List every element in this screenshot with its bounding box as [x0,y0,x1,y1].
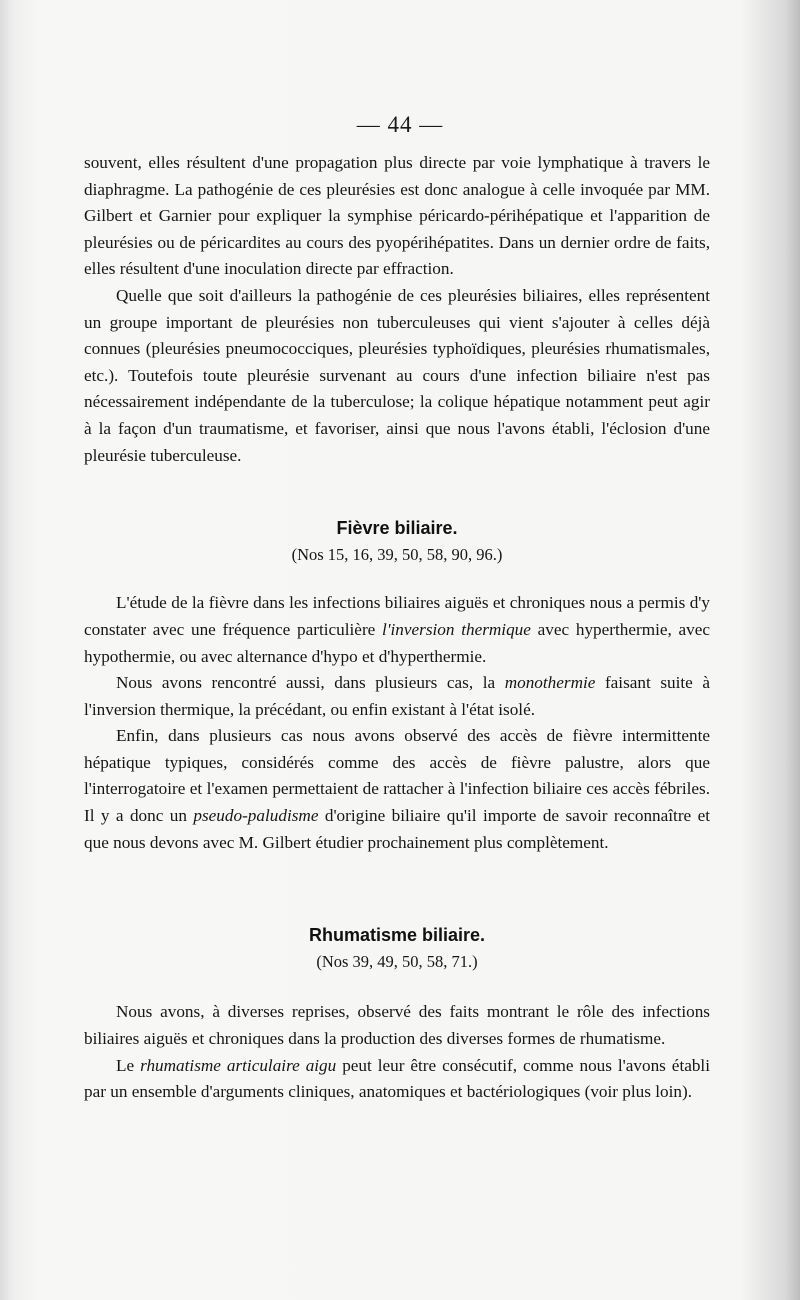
text-span: d'origine biliaire qu'il importe de savoir reconnaître et que nous devons avec M. Gilbert étudier prochainement plus complètement. [84,806,710,852]
text-span: Nous avons rencontré aussi, dans plusieurs cas, la [116,673,505,693]
section-refs-fievre: (Nos 15, 16, 39, 50, 58, 90, 96.) [291,544,503,564]
section-heading-fievre: Fièvre biliaire. [336,518,458,539]
text-span: Le [116,1055,141,1075]
paragraph-continued: souvent, elles résultent d'une propagation plus directe par voie lymphatique à travers le diaphragme. La pathogénie de ces pleurésies est donc analogue à celle invoquée par MM. Gilbert et Garnier pour expliquer la symphise péricardo-périhépatique et l'apparition de pleurésies ou de péricardites au cours des pyopérihépatites. Dans un dernier ordre de faits, elles résultent d'une inoculation directe par effraction. [84,153,710,279]
paragraph-rhumatisme-1: Nous avons, à diverses reprises, observé des faits montrant le rôle des infections biliaires aiguës et chroniques dans la production des diverses formes de rhumatisme. [84,1002,710,1049]
section-refs-rhumatisme: (Nos 39, 49, 50, 58, 71.) [316,951,478,971]
italic-term: monothermie [504,673,596,693]
text-span: avec hyperthermie, avec hypothermie, ou avec alternance d'hypo et d'hyperthermie. [84,619,711,666]
section-heading-rhumatisme: Rhumatisme biliaire. [308,925,486,946]
page-number: — 44 — [356,112,444,137]
text-span: Enfin, dans plusieurs cas nous avons observé des accès de fièvre intermittente hépatique typiques, considérés comme des accès de fièvre palustre, alors que l'interrogatoire et l'examen permettaient de rattacher à l'infection biliaire ces accès fébriles. Il y a donc un [84,726,710,826]
paragraph-fievre-3 [84,723,710,856]
italic-term: pseudo-paludisme [193,806,319,826]
text-span: peut leur être consécutif, comme nous l'avons établi par un ensemble d'arguments cliniques, anatomiques et bactériologiques (voir plus loin). [84,1055,710,1102]
text-span: faisant suite à l'inversion thermique, la précédant, ou enfin existant à l'état isolé. [84,673,710,719]
page-body [84,150,710,1106]
paragraph-rhumatisme-2 [84,1053,710,1106]
paragraph-pathogenie: Quelle que soit d'ailleurs la pathogénie de ces pleurésies biliaires, elles représentent un groupe important de pleurésies non tuberculeuses qui vient s'ajouter à celles déjà connues (pleurésies pneumococciques, pleurésies typhoïdiques, pleurésies rhumatismales, etc.). Toutefois toute pleurésie survenant au cours d'une infection biliaire n'est pas nécessairement indépendante de la tuberculose; la colique hépatique notamment peut agir à la façon d'un traumatisme, et favoriser, ainsi que nous l'avons établi, l'éclosion d'une pleurésie tuberculeuse. [84,285,710,465]
italic-term: rhumatisme articulaire aigu [140,1055,337,1075]
paragraph-fievre-1 [84,590,710,670]
text-span: L'étude de la fièvre dans les infections biliaires aiguës et chroniques nous a permis d'y constater avec une fréquence particulière [84,593,710,639]
italic-term: l'inversion thermique [382,619,531,639]
paragraph-fievre-2 [84,670,710,723]
